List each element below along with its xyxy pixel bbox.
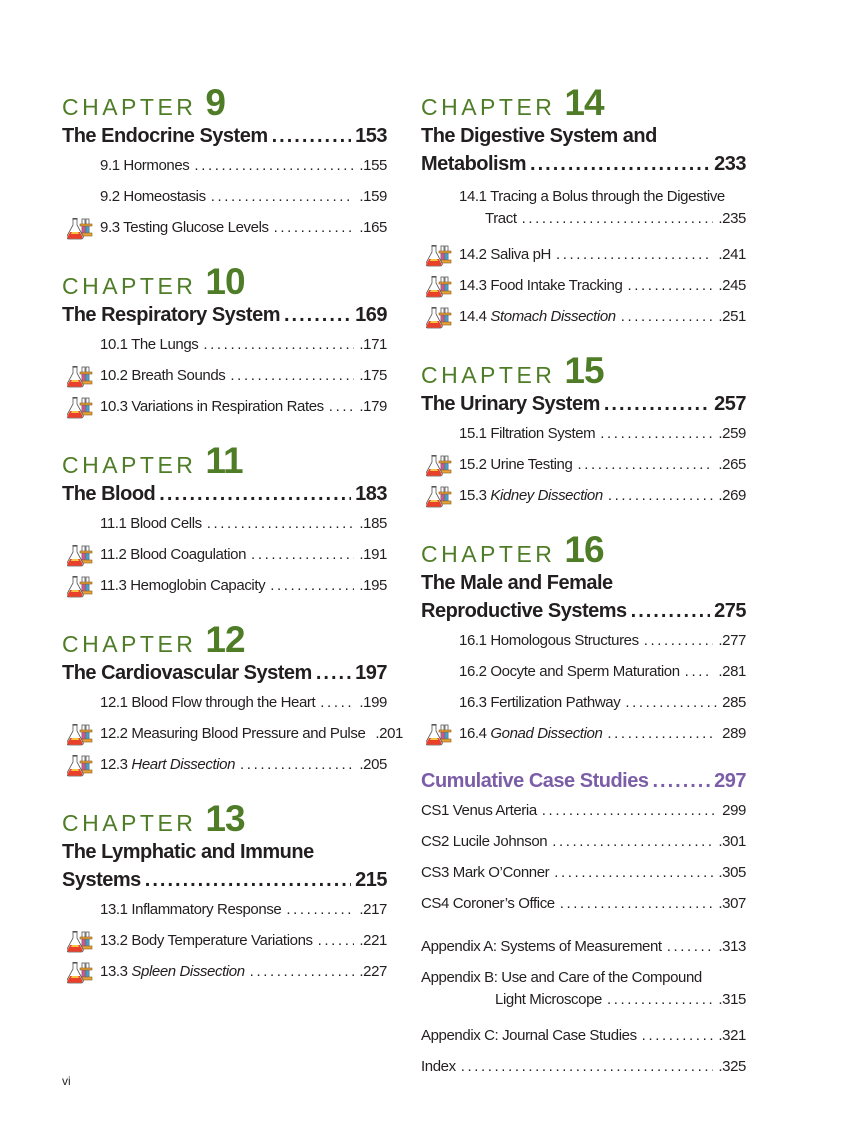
- toc-entry[interactable]: 16.2 Oocyte and Sperm Maturation ..... .281: [421, 656, 746, 687]
- chapter-title[interactable]: Reproductive Systems ..... 275: [421, 597, 746, 625]
- chapter-heading: CHAPTER 14: [421, 82, 604, 123]
- toc-entry[interactable]: 14.1 Tracing a Bolus through the Digestive Tract ..... .235: [421, 186, 746, 230]
- chapter-heading: CHAPTER 9: [62, 82, 225, 123]
- lab-flask-icon: [426, 305, 454, 329]
- chapter-title[interactable]: Metabolism ..... 233: [421, 150, 746, 178]
- toc-entry[interactable]: CS1 Venus Arteria ..... 299: [421, 795, 746, 826]
- chapter-heading: CHAPTER 10: [62, 261, 245, 302]
- lab-flask-icon: [67, 543, 95, 567]
- toc-entry[interactable]: 16.3 Fertilization Pathway ..... 285: [421, 687, 746, 718]
- toc-left-column: [62, 82, 404, 987]
- toc-entry-lab[interactable]: 15.2 Urine Testing ..... .265: [421, 449, 746, 480]
- toc-entry-lab[interactable]: 14.3 Food Intake Tracking ..... .245: [421, 270, 746, 301]
- toc-entry-lab[interactable]: 12.3 Heart Dissection ..... .205: [62, 749, 387, 780]
- chapter-title-line1[interactable]: The Male and Female: [421, 572, 613, 594]
- toc-entry[interactable]: 15.1 Filtration System ..... .259: [421, 418, 746, 449]
- toc-entry[interactable]: 16.1 Homologous Structures ..... .277: [421, 625, 746, 656]
- toc-entry[interactable]: 11.1 Blood Cells ..... .185: [62, 508, 387, 539]
- toc-entry-lab[interactable]: 9.3 Testing Glucose Levels ..... .165: [62, 212, 387, 243]
- toc-entry[interactable]: 12.1 Blood Flow through the Heart ..... .199: [62, 687, 387, 718]
- toc-entry-lab[interactable]: 13.2 Body Temperature Variations ..... .221: [62, 925, 387, 956]
- toc-entry-lab[interactable]: 14.4 Stomach Dissection ..... .251: [421, 301, 746, 332]
- lab-flask-icon: [67, 395, 95, 419]
- toc-entry-lab[interactable]: 15.3 Kidney Dissection ..... .269: [421, 480, 746, 511]
- chapter-heading: CHAPTER 12: [62, 619, 245, 660]
- chapter-heading: CHAPTER 15: [421, 350, 604, 391]
- toc-entry-lab[interactable]: 13.3 Spleen Dissection ..... .227: [62, 956, 387, 987]
- toc-entry-lab[interactable]: 14.2 Saliva pH ..... .241: [421, 239, 746, 270]
- toc-entry-lab[interactable]: 12.2 Measuring Blood Pressure and Pulse .201: [62, 718, 387, 749]
- toc-entry[interactable]: CS4 Coroner’s Office ..... .307: [421, 888, 746, 919]
- toc-entry[interactable]: CS3 Mark O’Conner ..... .305: [421, 857, 746, 888]
- chapter-title[interactable]: The Respiratory System ..... 169: [62, 301, 387, 329]
- chapter-title[interactable]: The Cardiovascular System ..... 197: [62, 659, 387, 687]
- toc-entry[interactable]: 9.1 Hormones ..... .155: [62, 150, 387, 181]
- chapter-title-line1[interactable]: The Lymphatic and Immune: [62, 841, 314, 863]
- toc-entry-appendix-c[interactable]: Appendix C: Journal Case Studies ..... .321: [421, 1020, 746, 1051]
- chapter-heading: CHAPTER 11: [62, 440, 243, 481]
- toc-entry-appendix-b[interactable]: Appendix B: Use and Care of the Compound Light Microscope ..... .315: [421, 967, 746, 1011]
- toc-entry-lab[interactable]: 11.3 Hemoglobin Capacity ..... .195: [62, 570, 387, 601]
- toc-entry-index[interactable]: Index ..... .325: [421, 1051, 746, 1082]
- page-number: vi: [62, 1074, 71, 1088]
- chapter-title[interactable]: The Urinary System ..... 257: [421, 390, 746, 418]
- toc-entry-lab[interactable]: 11.2 Blood Coagulation ..... .191: [62, 539, 387, 570]
- chapter-title[interactable]: The Endocrine System ..... 153: [62, 122, 387, 150]
- toc-entry-appendix-a[interactable]: Appendix A: Systems of Measurement ..... .313: [421, 931, 746, 962]
- lab-flask-icon: [426, 722, 454, 746]
- toc-right-column: [421, 82, 746, 1082]
- lab-flask-icon: [67, 364, 95, 388]
- lab-flask-icon: [426, 484, 454, 508]
- toc-entry-lab[interactable]: 10.3 Variations in Respiration Rates ..... .179: [62, 391, 387, 422]
- chapter-title-line1[interactable]: The Digestive System and: [421, 125, 657, 147]
- lab-flask-icon: [426, 243, 454, 267]
- lab-flask-icon: [67, 216, 95, 240]
- lab-flask-icon: [426, 453, 454, 477]
- chapter-title[interactable]: Systems ..... 215: [62, 866, 387, 894]
- toc-entry[interactable]: CS2 Lucile Johnson ..... .301: [421, 826, 746, 857]
- chapter-heading: CHAPTER 16: [421, 529, 604, 570]
- chapter-heading: CHAPTER 13: [62, 798, 245, 839]
- toc-entry[interactable]: 13.1 Inflammatory Response ..... .217: [62, 894, 387, 925]
- toc-entry[interactable]: 10.1 The Lungs ..... .171: [62, 329, 387, 360]
- lab-flask-icon: [67, 960, 95, 984]
- lab-flask-icon: [67, 722, 95, 746]
- lab-flask-icon: [67, 929, 95, 953]
- chapter-title[interactable]: The Blood ..... 183: [62, 480, 387, 508]
- toc-entry-lab[interactable]: 16.4 Gonad Dissection ..... 289: [421, 718, 746, 749]
- case-studies-title[interactable]: Cumulative Case Studies ..... 297: [421, 767, 746, 795]
- lab-flask-icon: [67, 574, 95, 598]
- lab-flask-icon: [426, 274, 454, 298]
- toc-entry[interactable]: 9.2 Homeostasis ..... .159: [62, 181, 387, 212]
- lab-flask-icon: [67, 753, 95, 777]
- toc-entry-lab[interactable]: 10.2 Breath Sounds ..... .175: [62, 360, 387, 391]
